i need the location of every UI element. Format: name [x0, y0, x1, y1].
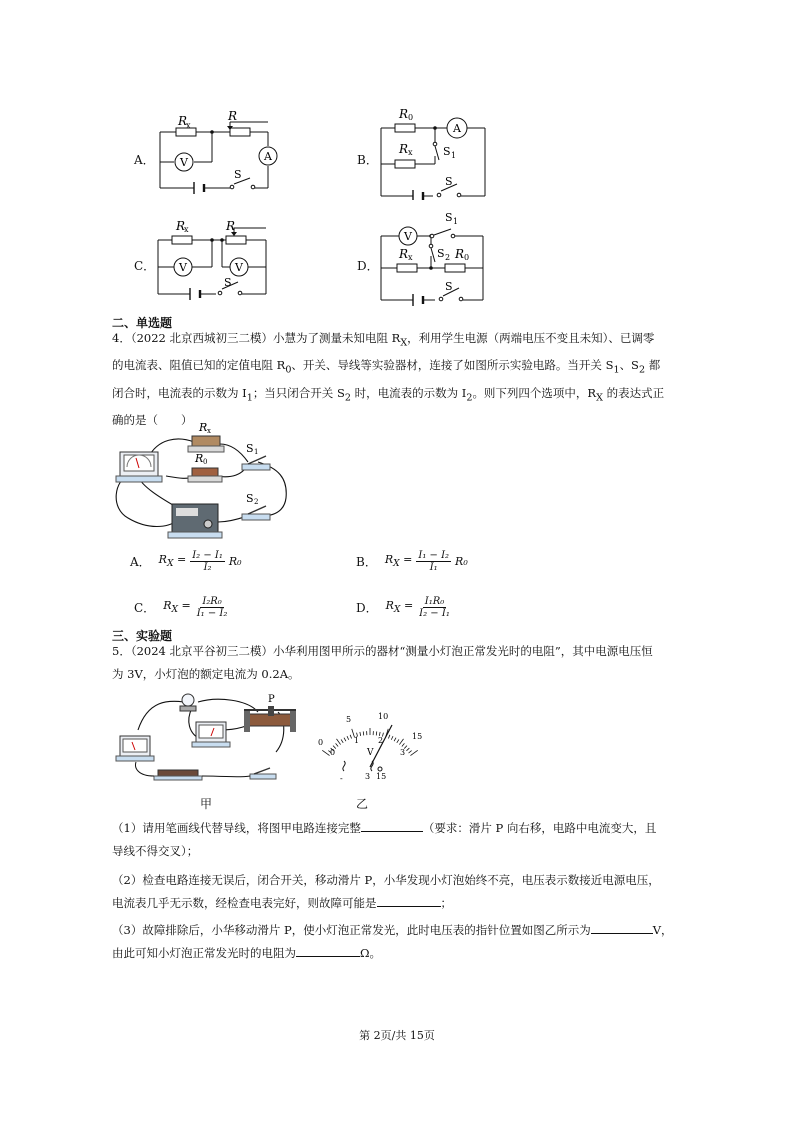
fraction: [417, 596, 452, 619]
ammeter-device: [116, 452, 162, 482]
q5-line1: 5．（2024 北京平谷初三二模）小华利用图甲所示的器材“测量小灯泡正常发光时的电阻”，其中电源电压恒: [112, 644, 653, 658]
switch-s-label: S: [224, 276, 232, 289]
voltmeter-symbol: V: [404, 230, 412, 243]
dial-tick-mark: [376, 731, 377, 735]
denominator: I₂: [203, 562, 212, 573]
answer-blank-4[interactable]: [296, 942, 360, 957]
q4-line2: 的电流表、阻值已知的定值电阻 R: [112, 358, 286, 373]
dial-top-tick-0: 0: [318, 738, 324, 747]
switch-s-label: S: [234, 168, 242, 181]
denominator: I₂ − I₁: [419, 608, 450, 619]
dial-tick-mark: [397, 739, 399, 742]
q4-option-a[interactable]: A． $R_X$ = $\frac{\text{I₂ − I₁}}{\text{I₂}}$ R₀: [130, 550, 242, 573]
voltmeter-symbol: V: [180, 156, 188, 169]
denominator: I₁ − I₂: [196, 608, 228, 619]
answer-blank-1[interactable]: [361, 817, 423, 832]
rx-subscript: x: [408, 148, 413, 157]
option-c-label: C．: [134, 259, 156, 273]
terminal-3-label: 3: [365, 772, 371, 781]
q4-line3-b: ；当只闭合开关 S: [252, 385, 345, 400]
dial-tick-mark: [344, 738, 346, 742]
lhs: R: [384, 553, 394, 567]
answer-blank-3[interactable]: [591, 919, 653, 934]
rheostat-device: [244, 706, 296, 732]
voltmeter-1-symbol: V: [179, 261, 187, 274]
q5-sub2-a: （2）检查电路连接无误后，闭合开关，移动滑片 P，小华发现小灯泡始终不亮，电压表示数接近电源电压，: [112, 873, 660, 887]
s2-subscript: 2: [445, 253, 451, 262]
q4-line3-b-sub: 2: [344, 391, 351, 403]
section-title-experiment: 三、实验题: [112, 629, 173, 643]
fraction: [416, 550, 451, 573]
ammeter-symbol: A: [453, 122, 461, 135]
denominator: I₁: [429, 562, 438, 573]
figure-jia-apparatus: [108, 690, 308, 790]
question-5-stem: [112, 640, 687, 686]
q5-sub3-a: （3）故障排除后，小华移动滑片 P，使小灯泡正常发光，此时电压表的指针位置如图乙所示为: [112, 923, 591, 937]
q4-line2-s1: 1: [613, 364, 620, 376]
numerator: I₁ − I₂: [418, 550, 450, 561]
page-footer: 第 2页/共 15页: [359, 1029, 435, 1042]
lhs: R: [158, 553, 167, 567]
circuit-diagram-b: [373, 100, 493, 200]
slider-p-label: P: [268, 694, 275, 705]
option-d-label: D．: [357, 259, 379, 273]
option-letter: D．: [356, 601, 378, 615]
question-4-stem: [112, 327, 687, 432]
question-5-subquestions: [112, 817, 687, 965]
lhs: R: [385, 599, 394, 613]
terminal-15: [378, 767, 382, 771]
switch-device: [250, 768, 276, 779]
dial-top-tick-10: 10: [378, 712, 389, 721]
q5-line2: 为 3V，小灯泡的额定电流为 0.2A。: [112, 667, 300, 681]
q5-sub3-c: 由此可知小灯泡正常发光时的电阻为: [112, 946, 296, 960]
circuit-diagram-a: [150, 110, 290, 195]
q4-line3-c-sub: 2: [466, 391, 473, 403]
s1-label: S: [445, 211, 453, 224]
dial-tick-mark: [399, 739, 403, 745]
dial-tick-mark: [363, 731, 364, 735]
fraction: [190, 550, 225, 573]
q4-line3-d-sub: X: [596, 391, 603, 403]
figure-yi-caption: 乙: [356, 797, 369, 811]
lhs-sub: X: [393, 604, 401, 616]
s1-subscript: 1: [453, 217, 459, 226]
circuit-diagram-d: [373, 206, 493, 308]
switch-s-label: S: [445, 280, 453, 293]
q4-line2-sub: 0: [285, 364, 292, 376]
lhs-sub: X: [166, 558, 174, 570]
s2-label: S: [437, 247, 445, 260]
fig-r0-label: R: [195, 452, 204, 465]
s1-subscript: 1: [451, 151, 457, 160]
q4-line3-a-sub: 1: [246, 391, 253, 403]
fig-rx-sub: x: [207, 427, 211, 435]
ammeter-symbol: A: [264, 150, 272, 163]
option-letter: A．: [130, 555, 151, 569]
s1-label: S: [443, 145, 451, 158]
dial-top-tick-5: 5: [346, 715, 352, 724]
r0-subscript: 0: [464, 253, 470, 262]
lhs: R: [163, 599, 172, 613]
fig-s1-sub: 1: [254, 448, 259, 456]
terminal-neg-label: -: [340, 774, 343, 783]
voltmeter-device: [192, 722, 230, 747]
rx-label: R: [399, 142, 409, 156]
terminal-negative: [343, 761, 345, 771]
fig-s2-sub: 2: [254, 498, 259, 506]
q4-option-c[interactable]: C． $R_X$ = $\frac{\text{I₂R₀}}{\text{I₁ − I₂}}$: [134, 596, 228, 619]
resistor-rx-device: [188, 436, 224, 452]
rx-subscript: x: [186, 121, 191, 130]
rheostat-r: [230, 128, 250, 136]
resistor-r0-device: [188, 468, 222, 482]
q4-line3-a: 闭合时，电流表的示数为 I: [112, 385, 247, 400]
dial-tick-mark: [391, 736, 393, 740]
section-title-single-choice: 二、单选题: [112, 316, 173, 330]
q5-sub3-b: V，: [652, 923, 673, 937]
fraction: [195, 596, 230, 619]
q5-sub2-c: ；: [440, 896, 452, 910]
terminal-15-label: 15: [376, 772, 387, 781]
q4-option-b[interactable]: B． $R_X$ = $\frac{\text{I₁ − I₂}}{\text{I₁}}$ R₀: [356, 550, 468, 573]
q5-sub1-c: 导线不得交叉）；: [112, 844, 199, 858]
fig-s1-label: S: [246, 442, 254, 455]
q5-sub3-d: Ω。: [360, 946, 382, 960]
fig-rx-label: R: [199, 421, 208, 434]
q4-line2-rest: 、开关、导线等实验器材，连接了如图所示实验电路。当开关 S: [291, 358, 614, 373]
switch-s1-device: [242, 456, 270, 470]
ammeter-device: [116, 736, 154, 761]
dial-tick-mark: [402, 743, 405, 746]
q4-line1-sub: X: [400, 337, 408, 349]
dial-tick-mark: [388, 735, 389, 739]
answer-blank-2[interactable]: [377, 892, 441, 907]
dial-tick-mark: [341, 739, 343, 742]
bulb-device: [180, 694, 196, 711]
r-label: R: [228, 110, 238, 123]
q4-line3-e: 的表达式正: [602, 385, 665, 400]
voltmeter-2-symbol: V: [235, 261, 243, 274]
option-b-label: B．: [357, 153, 378, 167]
option-letter: C．: [134, 601, 156, 615]
r-label: R: [226, 219, 236, 233]
r0-subscript: 0: [408, 113, 414, 122]
dial-tick-mark: [360, 732, 361, 736]
dial-bottom-tick-0: 0: [330, 748, 336, 757]
numerator: I₂R₀: [202, 596, 222, 607]
power-supply-device: [168, 504, 222, 538]
q4-line2-s2: 2: [638, 364, 646, 376]
rx-label: R: [176, 219, 186, 233]
tail: R₀: [228, 555, 242, 568]
dial-bottom-tick-3: 3: [400, 748, 406, 757]
switch-s2-device: [242, 506, 270, 520]
rx-label: R: [399, 247, 409, 261]
switch-s-label: S: [445, 175, 453, 188]
dial-unit: V: [367, 748, 374, 758]
dial-bottom-tick-2: 2: [378, 736, 384, 745]
fig-r0-sub: 0: [203, 458, 208, 466]
q4-line3-c: 时，电流表的示数为 I: [350, 385, 467, 400]
dial-bottom-tick-1: 1: [354, 736, 360, 745]
q4-line2-mid: 、S: [619, 358, 639, 373]
battery-pack-device: [154, 770, 202, 780]
dial-tick-mark: [350, 735, 351, 739]
q4-line3-d: 。则下列四个选项中，R: [472, 385, 597, 400]
rx-subscript: x: [184, 225, 189, 234]
option-a-label: A．: [134, 153, 155, 167]
fig-s2-label: S: [246, 492, 254, 505]
tail: R₀: [455, 555, 468, 568]
question-4-apparatus-figure: [108, 418, 293, 543]
r0-label: R: [399, 107, 409, 121]
q4-line1-rest: ，利用学生电源（两端电压不变且未知）、已调零: [407, 331, 655, 345]
rx-subscript: x: [408, 253, 413, 262]
dial-tick-mark: [336, 739, 340, 745]
q5-sub1-b: （要求：滑片 P 向右移，电路中电流变大，且: [422, 821, 657, 835]
q5-sub1-a: （1）请用笔画线代替导线，将图甲电路连接完整: [112, 821, 361, 835]
option-letter: B．: [356, 555, 377, 569]
figure-yi-voltmeter-dial: [310, 705, 430, 790]
r0-label: R: [455, 247, 465, 261]
dial-tick-mark: [347, 736, 349, 740]
lhs-sub: X: [171, 604, 179, 616]
q5-sub2-b: 电流表几乎无示数，经检查电表完好，则故障可能是: [112, 896, 377, 910]
circuit-diagram-c: [150, 214, 280, 304]
q4-line1: 4．（2022 北京西城初三二模）小慧为了测量未知电阻 R: [112, 331, 401, 345]
dial-tick-mark: [394, 738, 396, 742]
rx-label: R: [178, 114, 188, 128]
dial-top-tick-15: 15: [412, 732, 423, 741]
numerator: I₂ − I₁: [192, 550, 223, 561]
dial-tick-mark: [409, 751, 412, 754]
dial-tick-mark: [336, 743, 339, 746]
q4-line2-end: 都: [645, 358, 661, 373]
lhs-sub: X: [393, 558, 400, 570]
q4-option-d[interactable]: D． $R_X$ = $\frac{\text{I₁R₀}}{\text{I₂ − I₁}}$: [356, 596, 450, 619]
numerator: I₁R₀: [424, 596, 445, 607]
q4-line4: 确的是（ ）: [112, 412, 193, 427]
dial-tick-mark: [406, 748, 409, 751]
figure-jia-caption: 甲: [200, 797, 213, 811]
